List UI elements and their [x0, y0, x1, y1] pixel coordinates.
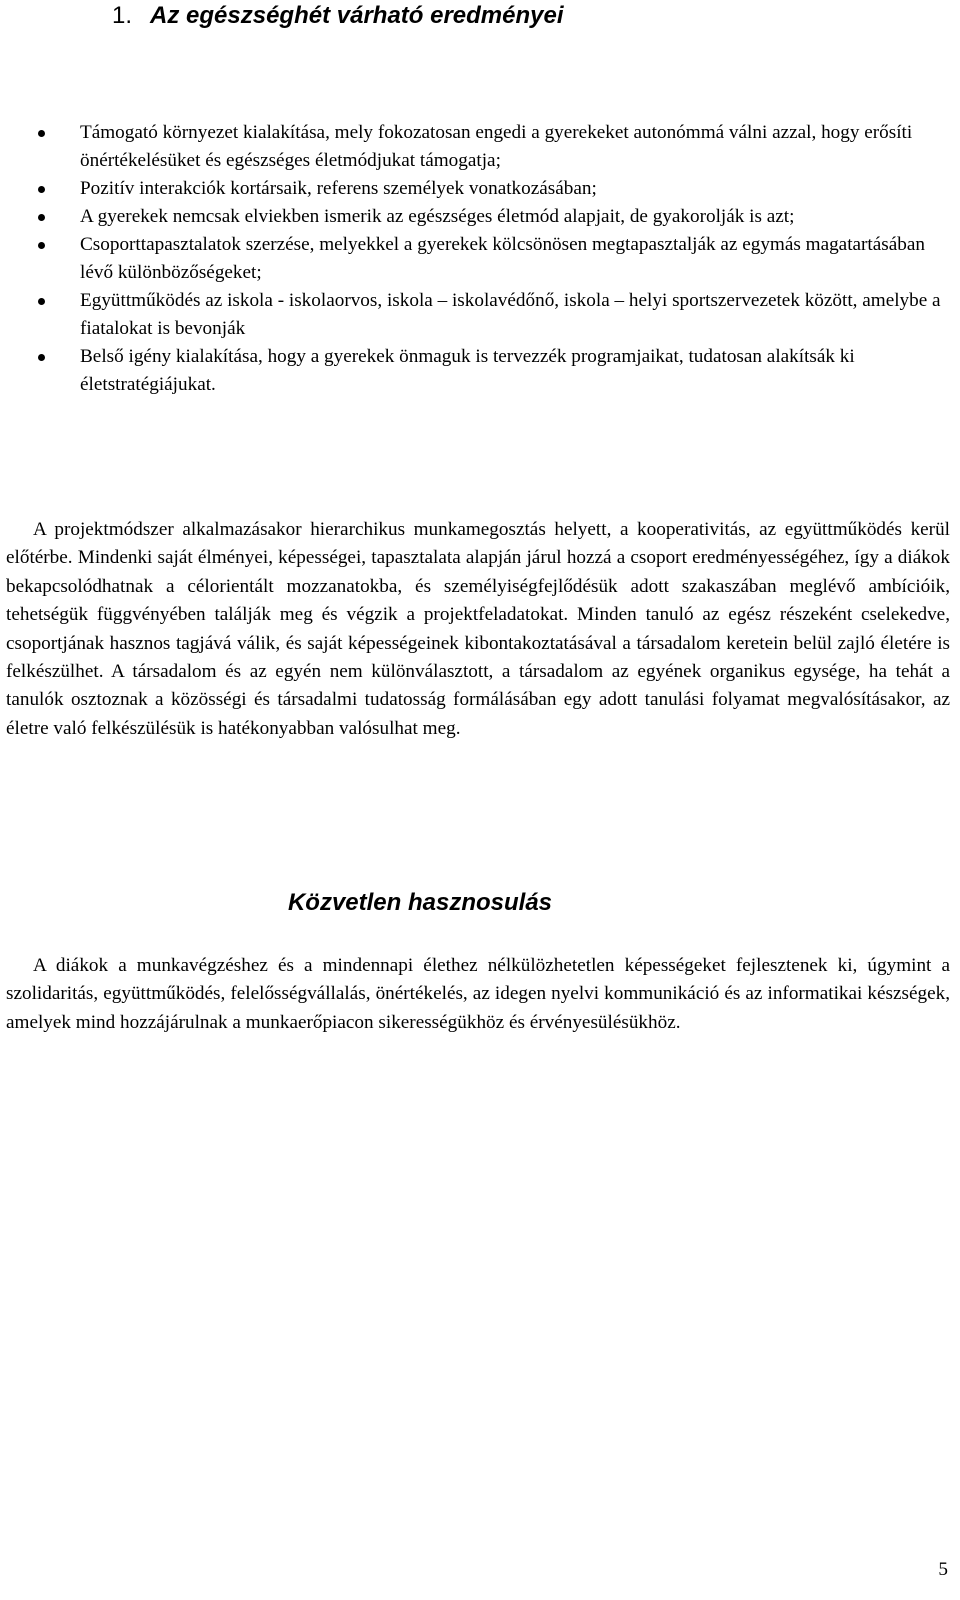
- bullet-icon: [38, 242, 45, 249]
- project-method-paragraph: A projektmódszer alkalmazásakor hierarchikus munkamegosztás helyett, a kooperativitás, az együttműködés kerül előtérbe. Mindenki saját élményei, képességei, tapasztalata alapján járul hozzá a csoport eredményességéhez, így a diákok bekapcsolódhatnak a célorientált mozzanatokba, és személyiségfejlődésük adott szakaszában meglévő ambícióik, tehetségük függvényében találják meg és végzik a projektfeladatokat. Minden tanuló az egész részeként cselekedve, csoportjának hasznos tagjává válik, és saját képességeinek kibontakoztatásával a társadalom keretein belül zajló életére is felkészülhet. A társadalom és az egyén nem különválasztott, a társadalom az egyének organikus egysége, ha tehát a tanulók osztoznak a közösségi és társadalmi tudatosság formálásában egy adott tanulási folyamat megvalósításakor, az életre való felkészülésük is hatékonyabban valósulhat meg.: [6, 519, 950, 739]
- bullet-icon: [38, 354, 45, 361]
- list-item-text: Támogató környezet kialakítása, mely fokozatosan engedi a gyerekeket autonómmá válni azzal, hogy erősíti önértékelésüket és egészséges életmódjukat támogatja;: [80, 122, 913, 171]
- list-item: [0, 287, 950, 343]
- list-item: [0, 119, 950, 175]
- list-item: [0, 175, 950, 203]
- list-item: [0, 203, 950, 231]
- subsection-title: Közvetlen hasznosulás: [287, 889, 553, 916]
- bullet-icon: [38, 130, 45, 137]
- list-item-text: Együttműködés az iskola - iskolaorvos, iskola – iskolavédőnő, iskola – helyi sportszervezetek között, amelybe a fiatalokat is bevonják: [80, 290, 941, 339]
- bullet-icon: [38, 298, 45, 305]
- page-number: 5: [938, 1559, 948, 1580]
- list-item: [0, 343, 950, 399]
- section-heading: [112, 0, 564, 32]
- bullet-icon: [38, 214, 45, 221]
- list-item: [0, 231, 950, 287]
- section-number: 1.: [112, 2, 133, 29]
- list-item-text: Belső igény kialakítása, hogy a gyerekek önmaguk is tervezzék programjaikat, tudatosan alakítsák ki életstratégiájukat.: [80, 346, 855, 395]
- bullet-icon: [38, 186, 45, 193]
- list-item-text: Pozitív interakciók kortársaik, referens személyek vonatkozásában;: [80, 178, 597, 199]
- section-title: Az egészséghét várható eredményei: [150, 2, 564, 29]
- list-item-text: A gyerekek nemcsak elviekben ismerik az egészséges életmód alapjait, de gyakorolják is azt;: [80, 206, 795, 227]
- direct-benefits-paragraph: A diákok a munkavégzéshez és a mindennapi élethez nélkülözhetetlen képességeket fejlesztenek ki, úgymint a szolidaritás, együttműködés, felelősségvállalás, önértékelés, az idegen nyelvi kommunikáció és az informatikai készségek, amelyek mind hozzájárulnak a munkaerőpiacon sikerességükhöz és érvényesülésükhöz.: [6, 955, 950, 1033]
- outcomes-list: [0, 119, 960, 399]
- list-item-text: Csoporttapasztalatok szerzése, melyekkel a gyerekek kölcsönösen megtapasztalják az egymás magatartásában lévő különbözőségeket;: [80, 234, 925, 283]
